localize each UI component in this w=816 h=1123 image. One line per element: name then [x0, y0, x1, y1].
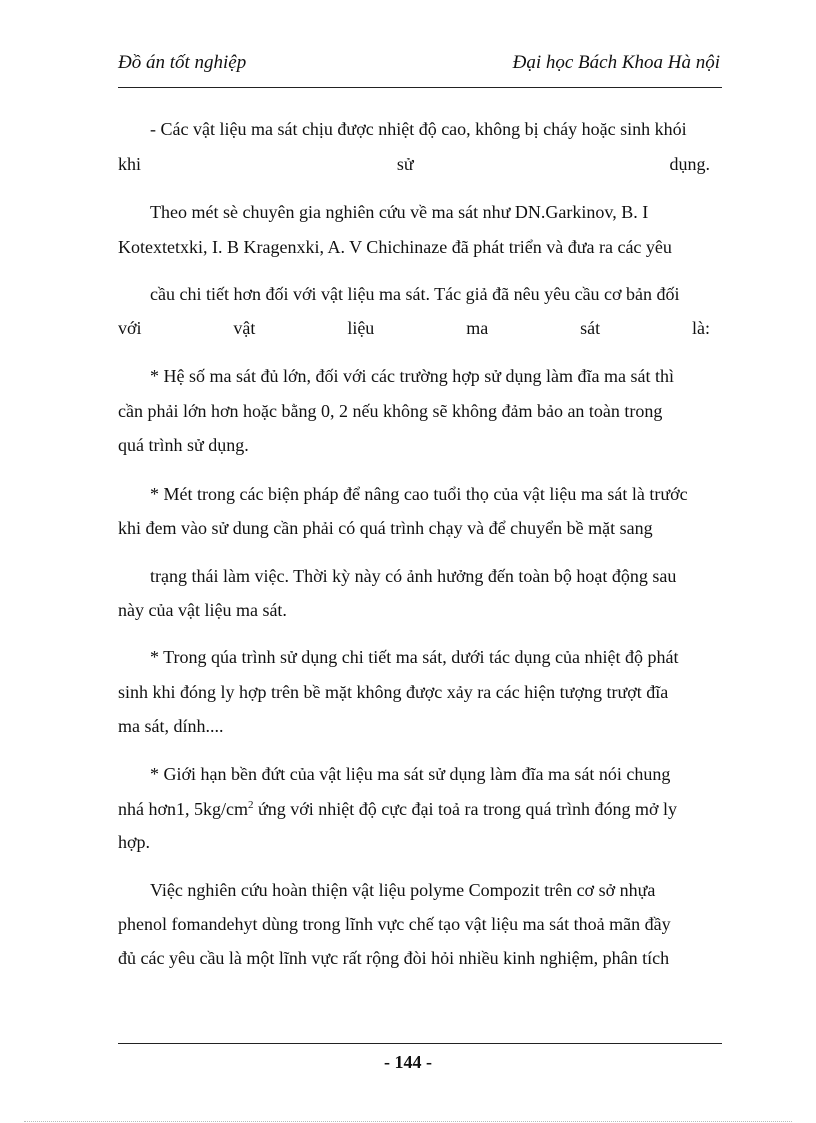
- page-edge-dotted-line: [24, 1121, 792, 1122]
- text-line-18: [118, 799, 677, 819]
- word: là:: [691, 318, 710, 338]
- text-line-19: hợp.: [118, 832, 151, 852]
- text-line-11: khi đem vào sử dung cần phải có quá trình chạy và để chuyển bề mặt sang: [118, 518, 653, 538]
- header-university: Đại học Bách Khoa Hà nội: [512, 52, 720, 73]
- text-line-6: [118, 318, 710, 338]
- text-line-10: * Mét trong các biện pháp để nâng cao tuổi thọ của vật liệu ma sát là trước: [150, 484, 688, 504]
- word: sát: [580, 318, 601, 338]
- text-line-9: quá trình sử dụng.: [118, 435, 249, 455]
- superscript: 2: [248, 799, 254, 811]
- word: dụng.: [669, 154, 710, 174]
- footer-rule: [118, 1043, 722, 1044]
- header-document-title: Đồ án tốt nghiệp: [118, 52, 247, 73]
- text-line-17: * Giới hạn bền đứt của vật liệu ma sát sử dụng làm đĩa ma sát nói chung: [150, 764, 671, 784]
- word: vật: [233, 318, 256, 338]
- text-line-21: phenol fomandehyt dùng trong lĩnh vực chế tạo vật liệu ma sát thoả mãn đầy: [118, 914, 671, 934]
- word: khi: [118, 154, 142, 174]
- text-line-5: cầu chi tiết hơn đối với vật liệu ma sát. Tác giả đã nêu yêu cầu cơ bản đối: [150, 284, 680, 304]
- text-line-8: cần phải lớn hơn hoặc bằng 0, 2 nếu không sẽ không đảm bảo an toàn trong: [118, 401, 663, 421]
- word: ma: [466, 318, 489, 338]
- page-header: [118, 52, 720, 78]
- text-segment: ứng với nhiệt độ cực đại toả ra trong quá trình đóng mở ly: [253, 799, 677, 819]
- word: với: [118, 318, 142, 338]
- header-rule: [118, 87, 722, 88]
- text-line-20: Việc nghiên cứu hoàn thiện vật liệu polyme Compozit trên cơ sở nhựa: [150, 880, 656, 900]
- text-line-22: đủ các yêu cầu là một lĩnh vực rất rộng đòi hỏi nhiều kinh nghiệm, phân tích: [118, 948, 670, 968]
- text-line-2: [118, 154, 710, 174]
- text-line-7: * Hệ số ma sát đủ lớn, đối với các trường hợp sử dụng làm đĩa ma sát thì: [150, 366, 675, 386]
- page-number: - 144 -: [384, 1052, 432, 1072]
- text-line-4: Kotextetxki, I. B Kragenxki, A. V Chichinaze đã phát triển và đưa ra các yêu: [118, 237, 672, 257]
- text-line-16: ma sát, dính....: [118, 716, 224, 736]
- word: sử: [396, 154, 414, 174]
- text-line-13: này của vật liệu ma sát.: [118, 600, 287, 620]
- text-line-3: Theo mét sè chuyên gia nghiên cứu về ma sát như DN.Garkinov, B. I: [150, 202, 649, 222]
- text-segment: nhá hơn1, 5kg/cm: [118, 799, 248, 819]
- text-line-12: trạng thái làm việc. Thời kỳ này có ảnh hưởng đến toàn bộ hoạt động sau: [150, 566, 677, 586]
- text-line-1: - Các vật liệu ma sát chịu được nhiệt độ cao, không bị cháy hoặc sinh khói: [150, 119, 687, 139]
- text-line-14: * Trong qúa trình sử dụng chi tiết ma sát, dưới tác dụng của nhiệt độ phát: [150, 647, 679, 667]
- text-line-15: sinh khi đóng ly hợp trên bề mặt không được xảy ra các hiện tượng trượt đĩa: [118, 682, 669, 702]
- word: liệu: [347, 318, 375, 338]
